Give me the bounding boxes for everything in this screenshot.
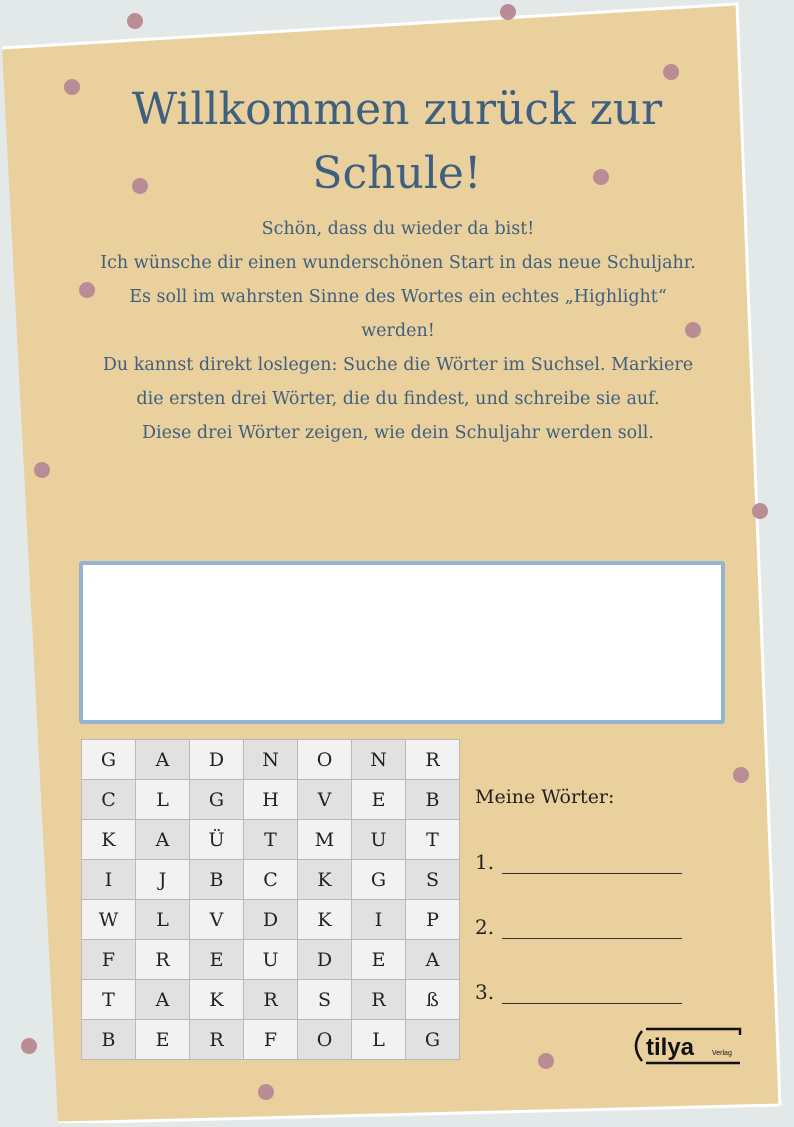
grid-cell[interactable]: A xyxy=(136,980,190,1020)
grid-cell[interactable]: K xyxy=(298,860,352,900)
grid-cell[interactable]: V xyxy=(298,780,352,820)
grid-cell[interactable]: R xyxy=(136,940,190,980)
grid-row xyxy=(82,980,460,1020)
word-search-grid xyxy=(81,739,460,1060)
grid-cell[interactable]: R xyxy=(190,1020,244,1060)
grid-row xyxy=(82,900,460,940)
decor-dot xyxy=(752,503,768,519)
grid-cell[interactable]: R xyxy=(352,980,406,1020)
grid-cell[interactable]: O xyxy=(298,1020,352,1060)
grid-cell[interactable]: K xyxy=(190,980,244,1020)
word-line-2[interactable] xyxy=(475,915,682,939)
grid-cell[interactable]: D xyxy=(298,940,352,980)
grid-cell[interactable]: D xyxy=(190,740,244,780)
grid-cell[interactable]: E xyxy=(190,940,244,980)
grid-cell[interactable]: J xyxy=(136,860,190,900)
grid-cell[interactable]: L xyxy=(136,900,190,940)
intro-closing: Diese drei Wörter zeigen, wie dein Schuljahr werden soll. xyxy=(142,423,654,443)
grid-row xyxy=(82,940,460,980)
grid-row xyxy=(82,860,460,900)
my-words-label: Meine Wörter: xyxy=(475,786,615,808)
grid-cell[interactable]: L xyxy=(352,1020,406,1060)
intro-wish: Ich wünsche dir einen wunderschönen Start in das neue Schuljahr. Es soll im wahrsten Sinne des Wortes ein echtes „Highlight“ werden! xyxy=(100,253,696,341)
grid-cell[interactable]: G xyxy=(82,740,136,780)
logo-word: tilya xyxy=(646,1034,695,1061)
word-line-1[interactable] xyxy=(475,850,682,874)
write-line[interactable] xyxy=(502,920,682,939)
tilya-logo xyxy=(628,1025,748,1067)
grid-cell[interactable]: S xyxy=(298,980,352,1020)
grid-cell[interactable]: K xyxy=(82,820,136,860)
grid-cell[interactable]: H xyxy=(244,780,298,820)
grid-cell[interactable]: N xyxy=(244,740,298,780)
decor-dot xyxy=(34,462,50,478)
grid-row xyxy=(82,740,460,780)
grid-cell[interactable]: W xyxy=(82,900,136,940)
grid-cell[interactable]: V xyxy=(190,900,244,940)
page-title: Willkommen zurück zur Schule! xyxy=(131,84,663,199)
grid-cell[interactable]: T xyxy=(406,820,460,860)
decor-dot xyxy=(733,767,749,783)
grid-cell[interactable]: E xyxy=(352,780,406,820)
grid-cell[interactable]: B xyxy=(190,860,244,900)
intro-text xyxy=(92,212,704,450)
decor-dot xyxy=(538,1053,554,1069)
word-line-number: 3. xyxy=(475,980,495,1004)
word-line-number: 1. xyxy=(475,850,495,874)
decor-dot xyxy=(500,4,516,20)
decor-dot xyxy=(127,13,143,29)
grid-cell[interactable]: B xyxy=(82,1020,136,1060)
grid-cell[interactable]: C xyxy=(82,780,136,820)
grid-cell[interactable]: G xyxy=(190,780,244,820)
word-line-number: 2. xyxy=(475,915,495,939)
logo-sub: Verlag xyxy=(712,1050,732,1057)
grid-cell[interactable]: E xyxy=(352,940,406,980)
grid-cell[interactable]: ß xyxy=(406,980,460,1020)
grid-row xyxy=(82,820,460,860)
intro-instructions: Du kannst direkt loslegen: Suche die Wörter im Suchsel. Markiere die ersten drei Wörter, die du findest, und schreibe sie auf. xyxy=(102,355,694,409)
grid-cell[interactable]: I xyxy=(352,900,406,940)
grid-cell[interactable]: B xyxy=(406,780,460,820)
grid-cell[interactable]: U xyxy=(244,940,298,980)
grid-row xyxy=(82,780,460,820)
write-line[interactable] xyxy=(502,985,682,1004)
grid-cell[interactable]: S xyxy=(406,860,460,900)
grid-cell[interactable]: U xyxy=(352,820,406,860)
grid-cell[interactable]: T xyxy=(244,820,298,860)
intro-greeting: Schön, dass du wieder da bist! xyxy=(261,219,535,239)
grid-cell[interactable]: K xyxy=(298,900,352,940)
write-line[interactable] xyxy=(502,855,682,874)
word-line-3[interactable] xyxy=(475,980,682,1004)
grid-cell[interactable]: T xyxy=(82,980,136,1020)
grid-cell[interactable]: O xyxy=(298,740,352,780)
decor-dot xyxy=(258,1084,274,1100)
grid-cell[interactable]: A xyxy=(406,940,460,980)
grid-cell[interactable]: M xyxy=(298,820,352,860)
grid-cell[interactable]: Ü xyxy=(190,820,244,860)
grid-cell[interactable]: G xyxy=(352,860,406,900)
grid-cell[interactable]: C xyxy=(244,860,298,900)
grid-row xyxy=(82,1020,460,1060)
grid-cell[interactable]: E xyxy=(136,1020,190,1060)
answer-box[interactable] xyxy=(79,561,725,724)
grid-cell[interactable]: F xyxy=(82,940,136,980)
grid-cell[interactable]: A xyxy=(136,820,190,860)
grid-cell[interactable]: I xyxy=(82,860,136,900)
grid-cell[interactable]: G xyxy=(406,1020,460,1060)
grid-cell[interactable]: F xyxy=(244,1020,298,1060)
grid-cell[interactable]: P xyxy=(406,900,460,940)
grid-cell[interactable]: R xyxy=(244,980,298,1020)
grid-cell[interactable]: A xyxy=(136,740,190,780)
grid-cell[interactable]: N xyxy=(352,740,406,780)
grid-cell[interactable]: R xyxy=(406,740,460,780)
grid-cell[interactable]: L xyxy=(136,780,190,820)
grid-cell[interactable]: D xyxy=(244,900,298,940)
decor-dot xyxy=(21,1038,37,1054)
